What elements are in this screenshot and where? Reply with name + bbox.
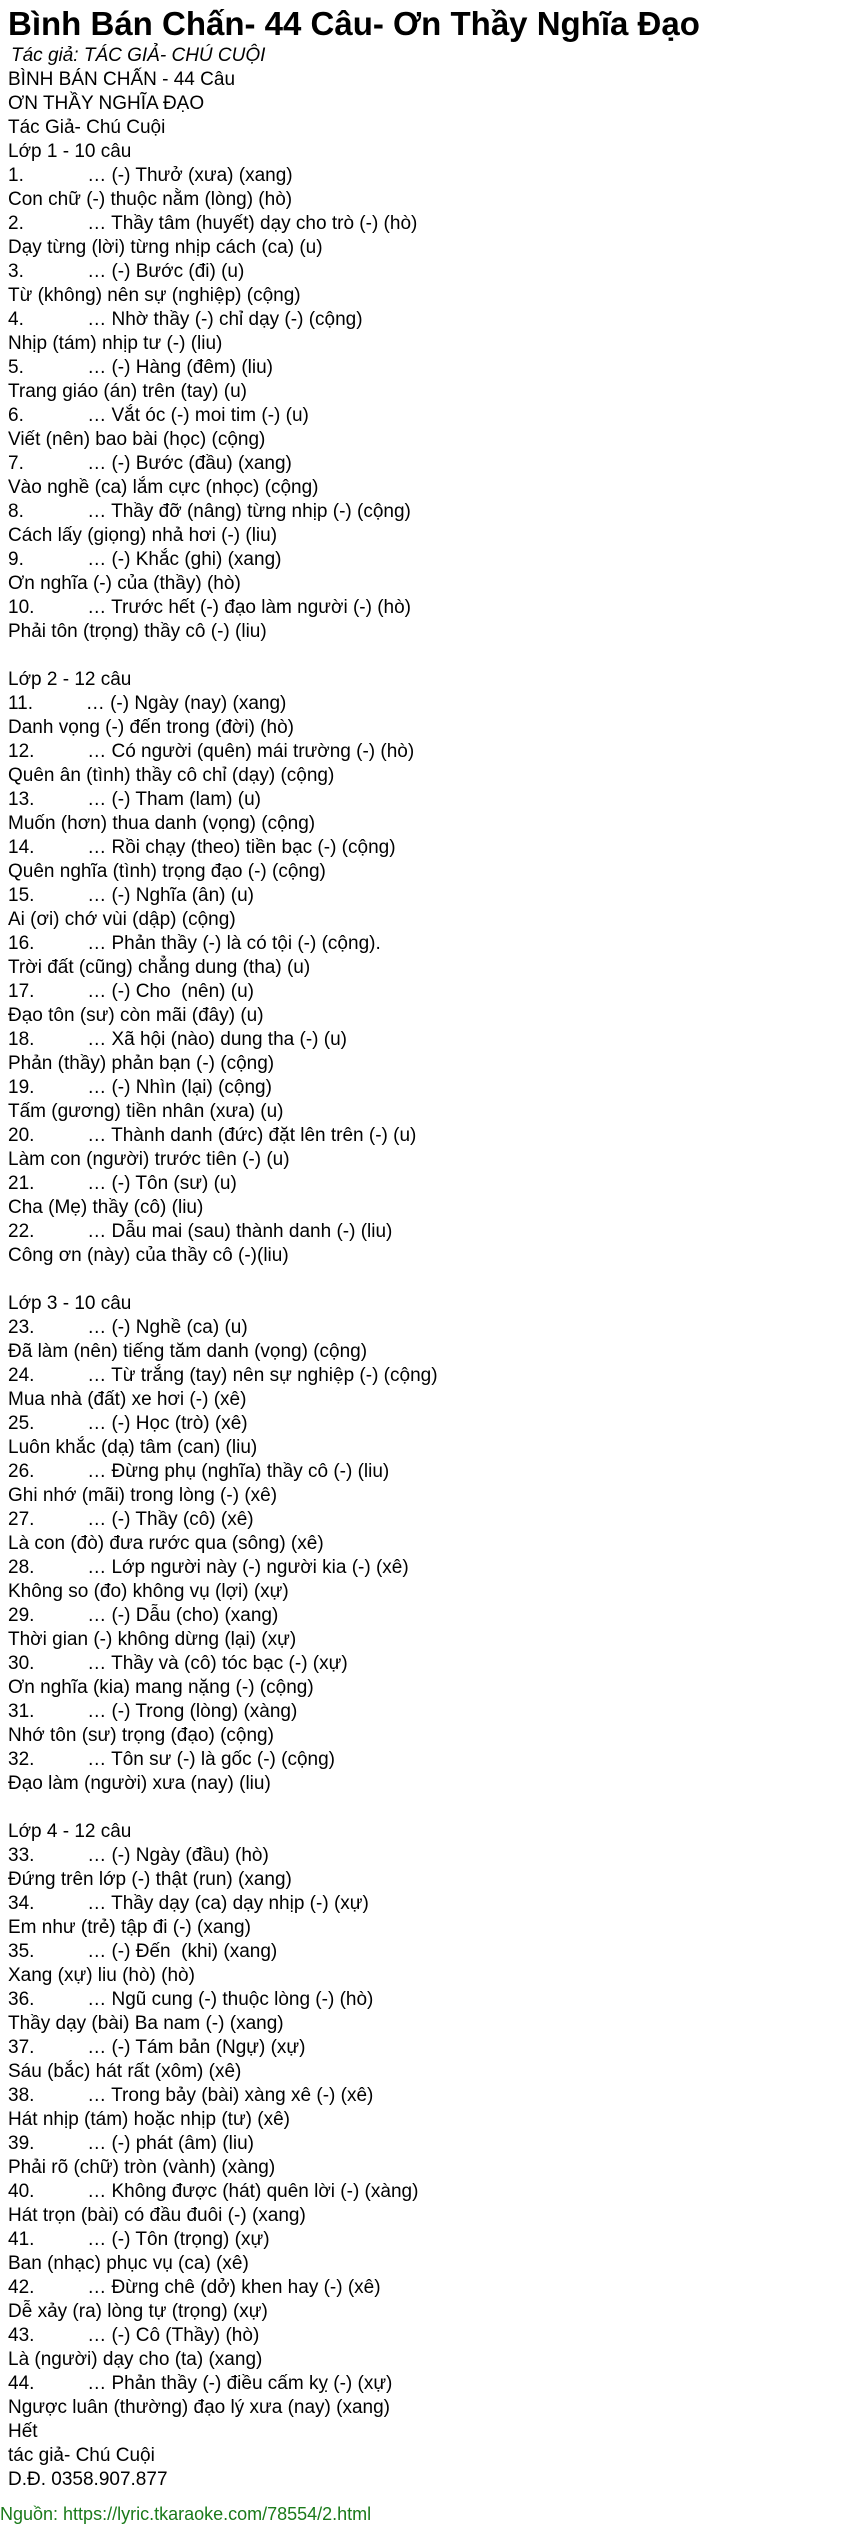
lyric-line: Vào nghề (ca) lắm cực (nhọc) (cộng)	[8, 477, 319, 498]
lyric-line: 10. … Trước hết (-) đạo làm người (-) (hò)	[8, 597, 412, 618]
lyric-line: Làm con (người) trước tiên (-) (u)	[8, 1149, 290, 1170]
lyric-line: 24. … Từ trắng (tay) nên sự nghiệp (-) (cộng)	[8, 1365, 438, 1386]
lyric-line: Cách lấy (giọng) nhả hơi (-) (liu)	[8, 525, 278, 546]
lyric-line: 22. … Dẫu mai (sau) thành danh (-) (liu)	[8, 1221, 393, 1242]
lyric-line: 2. … Thầy tâm (huyết) dạy cho trò (-) (hò)	[8, 213, 418, 234]
lyric-line: 41. … (-) Tôn (trọng) (xự)	[8, 2229, 270, 2250]
lyric-line	[8, 644, 860, 668]
lyric-line: Mua nhà (đất) xe hơi (-) (xê)	[8, 1389, 247, 1410]
lyric-line: 37. … (-) Tám bản (Ngự) (xự)	[8, 2037, 306, 2058]
lyric-line: Công ơn (này) của thầy cô (-)(liu)	[8, 1245, 289, 1266]
lyric-line: Đứng trên lớp (-) thật (run) (xang)	[8, 1869, 292, 1890]
lyrics-body	[8, 68, 860, 2492]
lyric-line: Không so (đo) không vụ (lợi) (xự)	[8, 1581, 289, 1602]
lyric-line: Sáu (bắc) hát rất (xôm) (xê)	[8, 2061, 242, 2082]
lyric-line: 15. … (-) Nghĩa (ân) (u)	[8, 885, 255, 906]
lyric-line: Ngược luân (thường) đạo lý xưa (nay) (xang)	[8, 2397, 391, 2418]
lyric-line: Danh vọng (-) đến trong (đời) (hò)	[8, 717, 294, 738]
lyric-line: Ai (ơi) chớ vùi (dập) (cộng)	[8, 909, 236, 930]
lyric-line: ƠN THẦY NGHĨA ĐẠO	[8, 93, 205, 114]
lyric-line: 32. … Tôn sư (-) là gốc (-) (cộng)	[8, 1749, 336, 1770]
lyric-line: D.Đ. 0358.907.877	[8, 2469, 168, 2490]
lyric-line: Phải tôn (trọng) thầy cô (-) (liu)	[8, 621, 267, 642]
lyric-line: 16. … Phản thầy (-) là có tội (-) (cộng).	[8, 933, 381, 954]
lyric-line: Hát trọn (bài) có đầu đuôi (-) (xang)	[8, 2205, 306, 2226]
lyric-line: Từ (không) nên sự (nghiệp) (cộng)	[8, 285, 301, 306]
lyric-line: 38. … Trong bảy (bài) xàng xê (-) (xê)	[8, 2085, 374, 2106]
lyric-line: 18. … Xã hội (nào) dung tha (-) (u)	[8, 1029, 347, 1050]
lyric-line: Đạo làm (người) xưa (nay) (liu)	[8, 1773, 271, 1794]
lyric-line: Lớp 4 - 12 câu	[8, 1821, 132, 1842]
lyric-line: Là (người) dạy cho (ta) (xang)	[8, 2349, 263, 2370]
lyric-line: 27. … (-) Thầy (cô) (xê)	[8, 1509, 254, 1530]
lyric-line: Lớp 3 - 10 câu	[8, 1293, 132, 1314]
source-link[interactable]: Nguồn: https://lyric.tkaraoke.com/78554/2.html	[0, 2504, 372, 2524]
lyric-line	[8, 1796, 860, 1820]
lyric-line: 9. … (-) Khắc (ghi) (xang)	[8, 549, 282, 570]
lyric-line: 39. … (-) phát (âm) (liu)	[8, 2133, 254, 2154]
lyric-line: 23. … (-) Nghề (ca) (u)	[8, 1317, 248, 1338]
lyric-line: Đạo tôn (sư) còn mãi (đây) (u)	[8, 1005, 264, 1026]
lyric-line: 6. … Vắt óc (-) moi tim (-) (u)	[8, 405, 309, 426]
lyric-line: Muốn (hơn) thua danh (vọng) (cộng)	[8, 813, 316, 834]
page-title: Bình Bán Chấn- 44 Câu- Ơn Thầy Nghĩa Đạo	[8, 5, 700, 42]
lyric-line: Viết (nên) bao bài (học) (cộng)	[8, 429, 266, 450]
lyric-line: Xang (xự) liu (hò) (hò)	[8, 1965, 195, 1986]
author-line: Tác giả: TÁC GIẢ- CHÚ CUỘI	[11, 45, 266, 66]
lyric-line: Ban (nhạc) phục vụ (ca) (xê)	[8, 2253, 249, 2274]
lyric-line: Quên ân (tình) thầy cô chỉ (dạy) (cộng)	[8, 765, 335, 786]
lyric-line: BÌNH BÁN CHẤN - 44 Câu	[8, 69, 236, 90]
lyric-line: Dễ xảy (ra) lòng tự (trọng) (xự)	[8, 2301, 268, 2322]
lyric-line: 25. … (-) Học (trò) (xê)	[8, 1413, 248, 1434]
lyric-line: Lớp 2 - 12 câu	[8, 669, 132, 690]
lyric-line: 5. … (-) Hàng (đêm) (liu)	[8, 357, 273, 378]
lyric-line: 4. … Nhờ thầy (-) chỉ dạy (-) (cộng)	[8, 309, 363, 330]
lyric-line: 33. … (-) Ngày (đầu) (hò)	[8, 1845, 269, 1866]
lyric-line: Ghi nhớ (mãi) trong lòng (-) (xê)	[8, 1485, 278, 1506]
lyric-line: Ơn nghĩa (kia) mang nặng (-) (cộng)	[8, 1677, 314, 1698]
lyric-line	[8, 1268, 860, 1292]
lyric-line: Con chữ (-) thuộc nằm (lòng) (hò)	[8, 189, 293, 210]
lyric-line: 12. … Có người (quên) mái trường (-) (hò)	[8, 741, 415, 762]
lyric-line: Thời gian (-) không dừng (lại) (xự)	[8, 1629, 297, 1650]
lyric-line: 8. … Thầy đỡ (nâng) từng nhịp (-) (cộng)	[8, 501, 411, 522]
lyric-line: 7. … (-) Bước (đầu) (xang)	[8, 453, 292, 474]
lyric-line: Nhịp (tám) nhịp tư (-) (liu)	[8, 333, 223, 354]
lyric-line: Phải rõ (chữ) tròn (vành) (xàng)	[8, 2157, 276, 2178]
lyric-line: 30. … Thầy và (cô) tóc bạc (-) (xự)	[8, 1653, 348, 1674]
lyric-line: 31. … (-) Trong (lòng) (xàng)	[8, 1701, 298, 1722]
lyric-line: Hết	[8, 2421, 38, 2442]
lyric-line: Cha (Mẹ) thầy (cô) (liu)	[8, 1197, 204, 1218]
lyric-line: 44. … Phản thầy (-) điều cấm kỵ (-) (xự)	[8, 2373, 393, 2394]
lyric-line: 20. … Thành danh (đức) đặt lên trên (-) (u)	[8, 1125, 417, 1146]
lyric-line: 1. … (-) Thưở (xưa) (xang)	[8, 165, 293, 186]
lyric-line: Luôn khắc (dạ) tâm (can) (liu)	[8, 1437, 258, 1458]
lyric-line: Trời đất (cũng) chẳng dung (tha) (u)	[8, 957, 311, 978]
lyric-line: tác giả- Chú Cuội	[8, 2445, 155, 2466]
lyric-line: 40. … Không được (hát) quên lời (-) (xàng)	[8, 2181, 419, 2202]
lyric-line: Tấm (gương) tiền nhân (xưa) (u)	[8, 1101, 284, 1122]
lyric-line: Phản (thầy) phản bạn (-) (cộng)	[8, 1053, 275, 1074]
lyric-line: 29. … (-) Dẫu (cho) (xang)	[8, 1605, 279, 1626]
lyric-line: Ơn nghĩa (-) của (thầy) (hò)	[8, 573, 241, 594]
lyric-line: Dạy từng (lời) từng nhịp cách (ca) (u)	[8, 237, 323, 258]
lyric-line: Là con (đò) đưa rước qua (sông) (xê)	[8, 1533, 324, 1554]
lyric-line: Em như (trẻ) tập đi (-) (xang)	[8, 1917, 251, 1938]
lyric-line: 28. … Lớp người này (-) người kia (-) (xê)	[8, 1557, 409, 1578]
lyric-line: 19. … (-) Nhìn (lại) (cộng)	[8, 1077, 272, 1098]
lyric-line: 34. … Thầy dạy (ca) dạy nhịp (-) (xự)	[8, 1893, 369, 1914]
lyric-line: 26. … Đừng phụ (nghĩa) thầy cô (-) (liu)	[8, 1461, 390, 1482]
lyric-line: Quên nghĩa (tình) trọng đạo (-) (cộng)	[8, 861, 326, 882]
lyric-line: 14. … Rồi chạy (theo) tiền bạc (-) (cộng)	[8, 837, 396, 858]
lyric-line: Nhớ tôn (sư) trọng (đạo) (cộng)	[8, 1725, 274, 1746]
lyric-line: Tác Giả- Chú Cuội	[8, 117, 166, 138]
lyric-line: Hát nhịp (tám) hoặc nhịp (tư) (xê)	[8, 2109, 290, 2130]
lyric-line: 21. … (-) Tôn (sư) (u)	[8, 1173, 237, 1194]
lyric-line: Đã làm (nên) tiếng tăm danh (vọng) (cộng)	[8, 1341, 368, 1362]
lyric-line: 36. … Ngũ cung (-) thuộc lòng (-) (hò)	[8, 1989, 374, 2010]
lyric-line: Thầy dạy (bài) Ba nam (-) (xang)	[8, 2013, 284, 2034]
lyric-line: 3. … (-) Bước (đi) (u)	[8, 261, 245, 282]
lyric-line: 43. … (-) Cô (Thầy) (hò)	[8, 2325, 260, 2346]
lyric-line: 13. … (-) Tham (lam) (u)	[8, 789, 262, 810]
lyric-line: Trang giáo (án) trên (tay) (u)	[8, 381, 247, 402]
lyric-line: 11. … (-) Ngày (nay) (xang)	[8, 693, 287, 714]
lyric-line: Lớp 1 - 10 câu	[8, 141, 132, 162]
lyric-line: 17. … (-) Cho (nên) (u)	[8, 981, 255, 1002]
lyric-line: 42. … Đừng chê (dở) khen hay (-) (xê)	[8, 2277, 381, 2298]
lyric-line: 35. … (-) Đến (khi) (xang)	[8, 1941, 278, 1962]
